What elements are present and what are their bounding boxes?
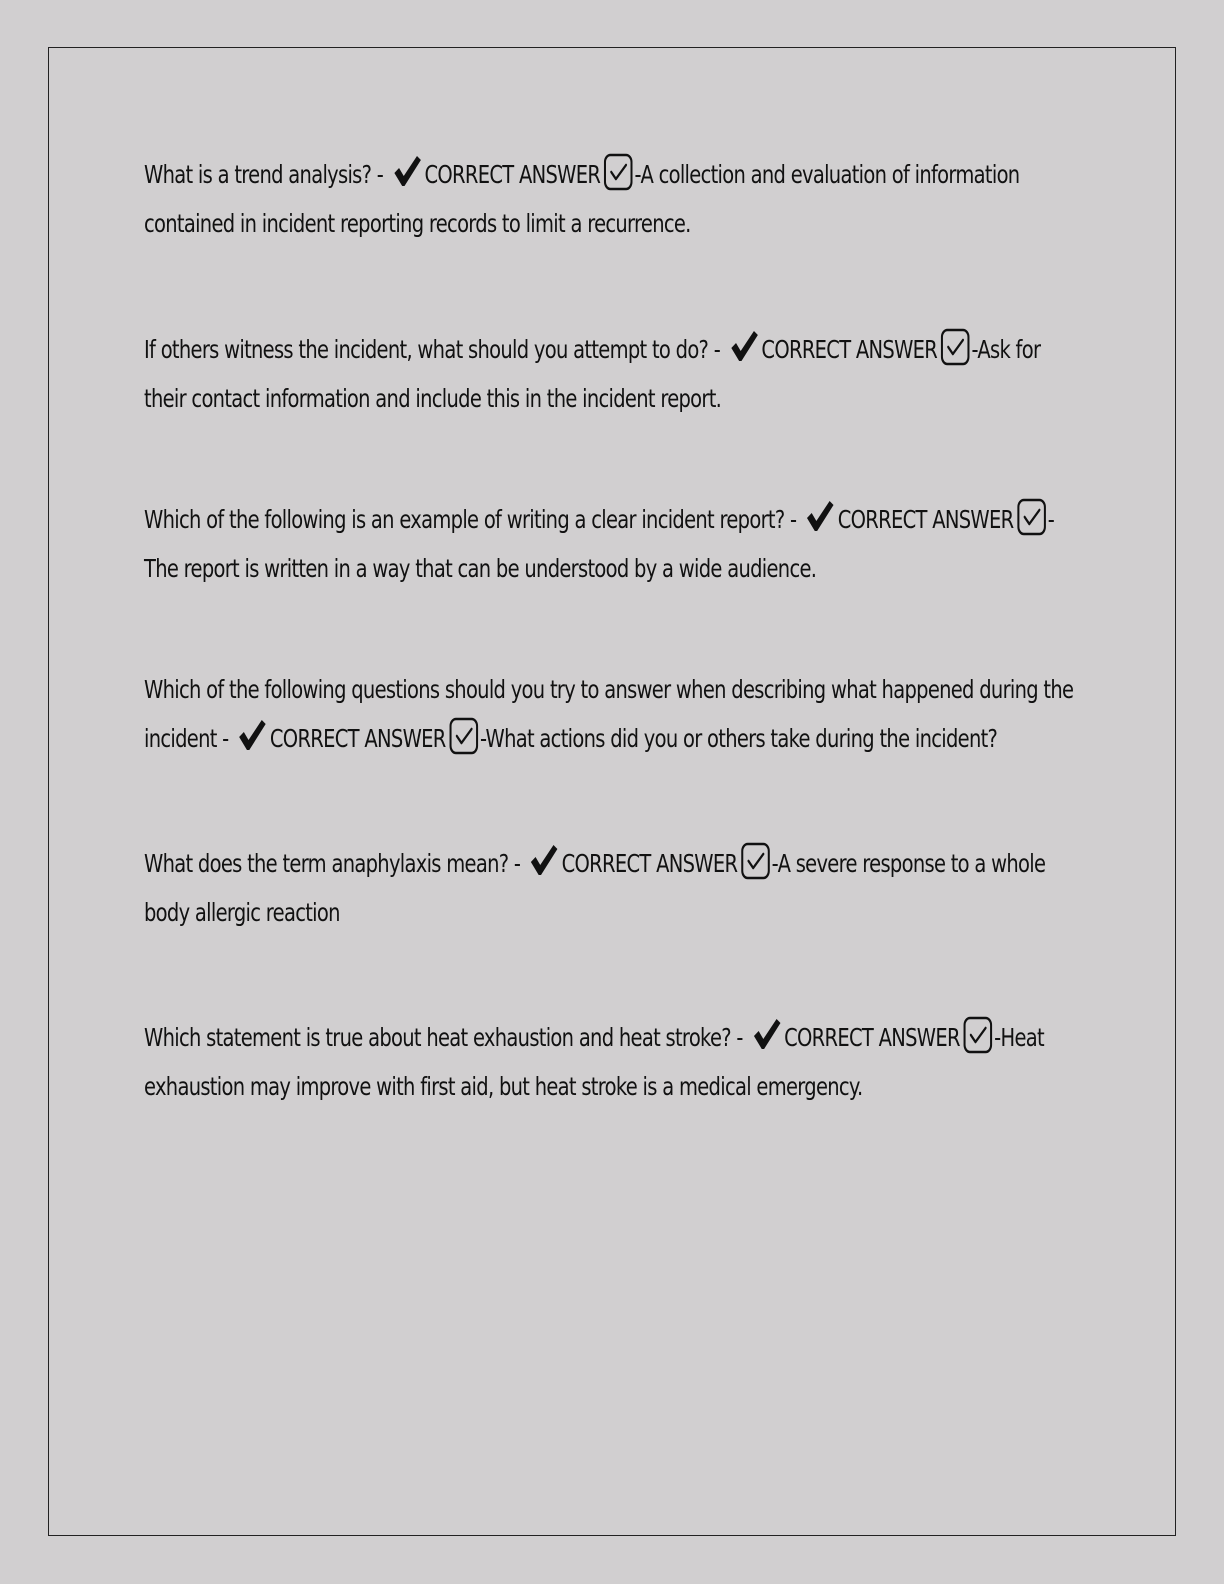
question-text: Which of the following questions should you try to answer when describing what happened during the incident -: [144, 675, 1074, 753]
heavy-check-mark-icon: [237, 717, 267, 753]
qa-list: [144, 150, 1079, 1111]
question-text: What does the term anaphylaxis mean? -: [144, 849, 521, 878]
answer-text: -A collection and evaluation of information contained in incident reporting records to limit a recurrence.: [144, 160, 1020, 238]
checked-box-icon: [1017, 498, 1047, 536]
question-text: Which of the following is an example of writing a clear incident report? -: [144, 505, 797, 534]
qa-item: [144, 150, 1078, 248]
heavy-check-mark-icon: [729, 328, 759, 364]
qa-item: [144, 325, 1078, 423]
answer-text: -What actions did you or others take during the incident?: [479, 724, 998, 753]
heavy-check-mark-icon: [805, 498, 835, 534]
question-text: If others witness the incident, what should you attempt to do? -: [144, 335, 721, 364]
checked-box-icon: [940, 328, 970, 366]
checked-box-icon: [603, 153, 633, 191]
answer-text: -A severe response to a whole body allergic reaction: [144, 849, 1046, 927]
correct-answer-label: CORRECT ANSWER: [269, 724, 446, 753]
heavy-check-mark-icon: [392, 153, 422, 189]
correct-answer-label: CORRECT ANSWER: [837, 505, 1014, 534]
qa-item: [144, 839, 1078, 937]
qa-item: [144, 1013, 1078, 1111]
checked-box-icon: [740, 842, 770, 880]
heavy-check-mark-icon: [751, 1016, 781, 1052]
heavy-check-mark-icon: [529, 842, 559, 878]
qa-item: [144, 665, 1078, 763]
correct-answer-label: CORRECT ANSWER: [561, 849, 738, 878]
correct-answer-label: CORRECT ANSWER: [424, 160, 601, 189]
qa-item: [144, 495, 1078, 593]
checked-box-icon: [963, 1016, 993, 1054]
checked-box-icon: [449, 717, 479, 755]
question-text: What is a trend analysis? -: [144, 160, 384, 189]
answer-text: -The report is written in a way that can be understood by a wide audience.: [144, 505, 1055, 583]
answer-text: -Ask for their contact information and include this in the incident report.: [144, 335, 1041, 413]
correct-answer-label: CORRECT ANSWER: [761, 335, 938, 364]
correct-answer-label: CORRECT ANSWER: [784, 1023, 960, 1052]
answer-text: -Heat exhaustion may improve with first aid, but heat stroke is a medical emergency.: [144, 1023, 1044, 1101]
question-text: Which statement is true about heat exhaustion and heat stroke? -: [144, 1023, 743, 1052]
